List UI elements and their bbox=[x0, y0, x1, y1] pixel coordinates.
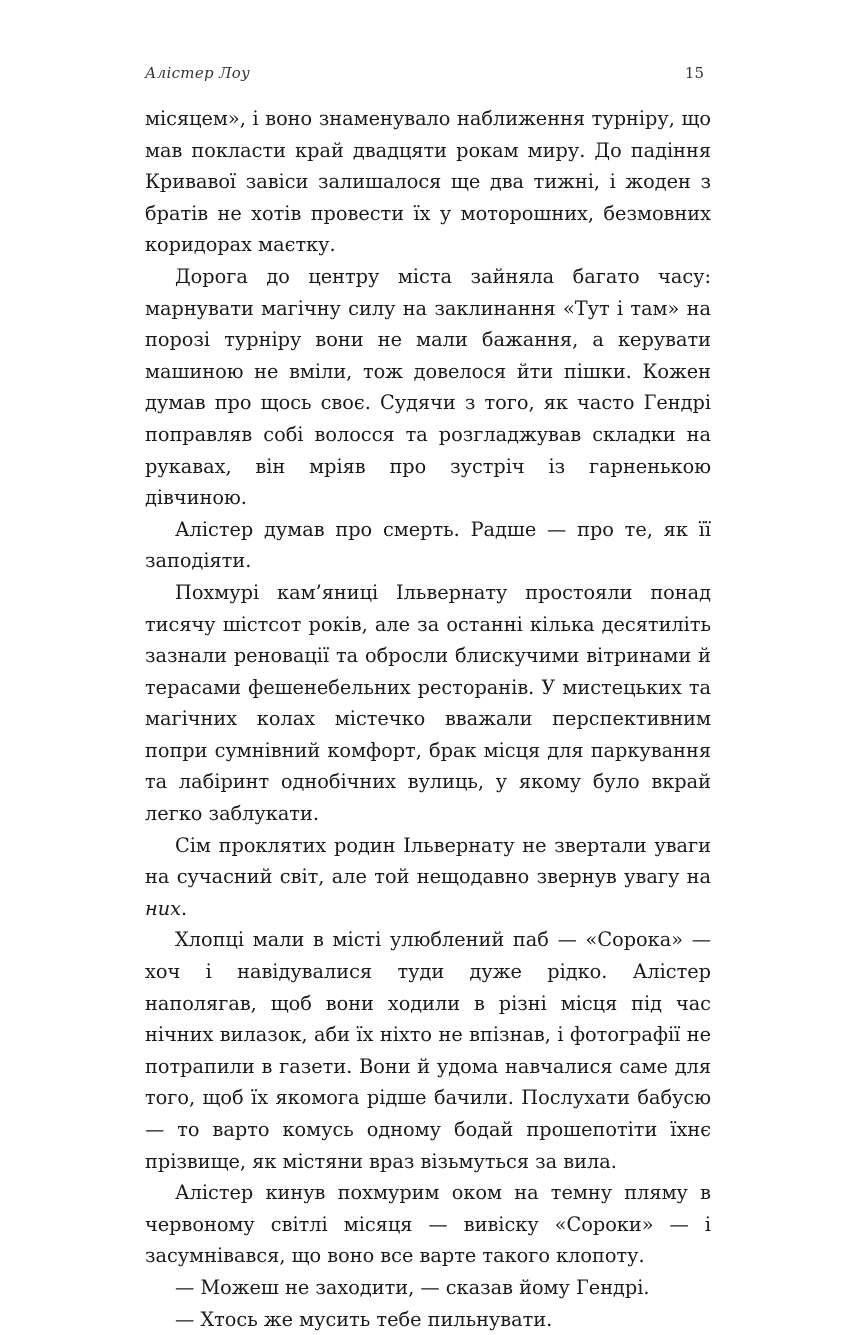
body-text bbox=[145, 103, 711, 1335]
paragraph-text: Сім проклятих родин Ільвернату не звертали уваги на сучасний світ, але той нещодавно звернув увагу на bbox=[145, 833, 711, 889]
running-header bbox=[145, 64, 704, 88]
paragraph: Хлопці мали в місті улюблений паб — «Сорока» — хоч і навідувалися туди дуже рідко. Алістер наполягав, щоб вони ходили в різні місця під час нічних вилазок, аби їх ніхто не впізнав, і фотографії не потрапили в газети. Вони й удома навчалися саме для того, щоб їх якомога рідше бачили. Послухати бабусю — то варто комусь одному бодай прошепотіти їхнє прізвище, як містяни враз візьмуться за вила. bbox=[145, 928, 711, 1173]
paragraph: Алістер кинув похмурим оком на темну пляму в червоному світлі місяця — вивіску «Сороки» — і засумнівався, що воно все варте такого клопоту. bbox=[145, 1181, 711, 1268]
dialogue-line: — Хтось же мусить тебе пильнувати. bbox=[175, 1307, 553, 1331]
paragraph bbox=[145, 830, 711, 925]
paragraph: Похмурі кам’яниці Ільвернату простояли понад тисячу шістсот років, але за останні кілька десятиліть зазнали реновації та обросли блискучими вітринами й терасами фешенебельних ресторанів. У мистецьких та магічних колах містечко вважали перспективним попри сумнівний комфорт, брак місця для паркування та лабіринт однобічних вулиць, у якому було вкрай легко заблукати. bbox=[145, 580, 711, 826]
paragraph: Дорога до центру міста зайняла багато часу: марнувати магічну силу на заклинання «Тут і там» на порозі турніру вони не мали бажання, а керувати машиною не вміли, тож довелося йти пішки. Кожен думав про щось своє. Судячи з того, як часто Гендрі поправляв собі волосся та розгладжував складки на рукавах, він мріяв про зустріч із гарненькою дівчиною. bbox=[145, 264, 711, 510]
paragraph: місяцем», і воно знаменувало наближення турніру, що мав покласти край двадцяти рокам миру. До падіння Кривавої завіси залишалося ще два тижні, і жоден з братів не хотів провести їх у моторошних, безмовних коридорах маєтку. bbox=[145, 107, 711, 257]
page-number: 15 bbox=[684, 64, 704, 82]
running-header-author: Алістер Лоу bbox=[145, 64, 251, 82]
emphasis-text: них bbox=[145, 896, 181, 920]
paragraph-text: . bbox=[181, 896, 188, 920]
dialogue-line: — Можеш не заходити, — сказав йому Гендрі. bbox=[175, 1275, 650, 1299]
paragraph: Алістер думав про смерть. Радше — про те, як її заподіяти. bbox=[145, 517, 711, 573]
